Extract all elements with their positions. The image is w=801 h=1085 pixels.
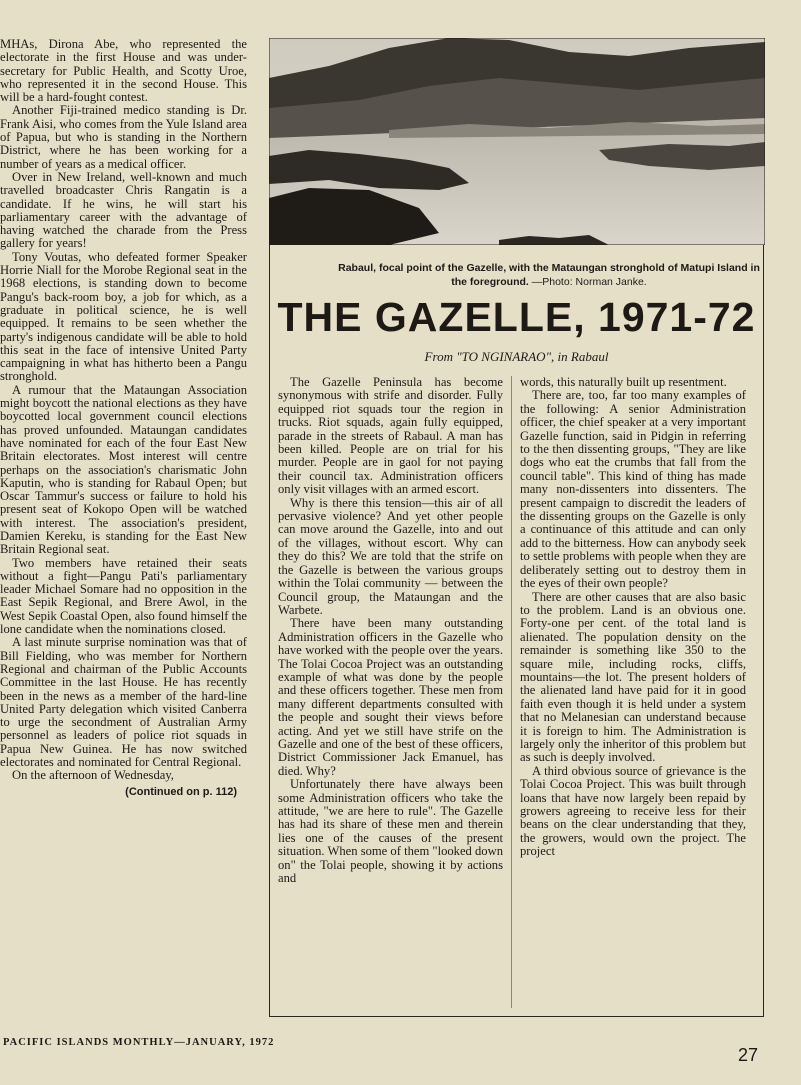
article-column-left [278,376,503,885]
left-paragraph: A rumour that the Mataungan Association might boycott the national elections as they have boycotted local government council elections has proved unfounded. Mataungan candidates have nominated for each of the four East New Britain electorates. Most interest will centre perhaps on the association's charismatic John Kaputin, who is standing for Rabaul Open; but Oscar Tammur's success or failure to hold his present seat of Kokopo Open will be watched with interest. The association's president, Damien Kereku, is standing for the East New Britain Regional seat. [0,382,247,557]
continued-notice: (Continued on p. 112) [125,785,237,798]
article-paragraph: There are other causes that are also basic to the problem. Land is an obvious one. Forty-one per cent. of the total land is alienated. The population density on the remainder is something like 350 to the square mile, including rocks, cliffs, mountains—the lot. The present holders of the alienated land have paid for it in good faith even though it is held under a system that no Melanesian can understand because it is foreign to him. The Administration is largely only the inheritor of this problem but as such is deeply involved. [520,589,746,765]
page-number: 27 [738,1045,759,1065]
article-paragraph: There have been many outstanding Administration officers in the Gazelle who have worked with the people over the years. The Tolai Cocoa Project was an outstanding example of what was done by the people and these officers together. These men from many different departments consulted with the people and sought their views before acting. And yet we still have strife on the Gazelle and one of the best of these officers, District Commissioner Jack Emanuel, has died. Why? [278,616,503,778]
left-paragraph: On the afternoon of Wednesday, [12,768,174,783]
article-paragraph: The Gazelle Peninsula has become synonymous with strife and disorder. Fully equipped riot squads tour the region in trucks. Riot squads, again fully equipped, parade in the streets of Rabaul. A man has been killed. People are on trial for his murder. People are in gaol for not paying their council tax. Administration officers only visit villages with an armed escort. [278,375,503,497]
left-paragraph: Another Fiji-trained medico standing is Dr. Frank Aisi, who comes from the Yule Island area of Papua, but who is standing in the Northern District, where he has been working for a number of years as a medical officer. [0,103,247,171]
left-paragraph: MHAs, Dirona Abe, who represented the electorate in the first House and was under-secretary for Public Health, and Scotty Uroe, who represented it in the second House. This will be a hard-fought contest. [0,37,247,105]
caption-text: Rabaul, focal point of the Gazelle, with the Mataungan stronghold of Matupi Island in the foreground. [338,262,760,288]
article-paragraph: words, this naturally built up resentment. [520,375,727,389]
article-title: THE GAZELLE, 1971-72 [277,294,756,340]
article-byline: From "TO NGINARAO", in Rabaul [424,349,609,364]
article-paragraph: A third obvious source of grievance is the Tolai Cocoa Project. This was built through loans that have now largely been repaid by growers agreeing to receive less for their beans on the clear understanding that they, the growers, would own the project. The project [520,763,746,859]
article-column-right [520,376,746,859]
photo-caption [336,261,762,289]
left-paragraph: A last minute surprise nomination was that of Bill Fielding, who was member for Northern Regional and chairman of the Public Accounts Committee in the last House. He has recently been in the news as a member of the hard-line United Party delegation which visited Canberra to urge the secondment of Australian Army personnel as leaders of police riot squads in Papua New Guinea. He has now switched electorates and nominated for Central Regional. [0,635,247,770]
left-paragraph: Tony Voutas, who defeated former Speaker Horrie Niall for the Morobe Regional seat in the 1968 elections, is standing down to become Pangu's back-room boy, a job for which, as a graduate in political science, he is well equipped. It remains to be seen whether the party's indigenous candidate will be able to hold this seat in the face of intensive United Party campaigning in what has hitherto been a Pangu stronghold. [0,249,247,384]
publication-footer: PACIFIC ISLANDS MONTHLY—JANUARY, 1972 [3,1037,275,1048]
left-paragraph: Two members have retained their seats without a fight—Pangu Pati's parliamentary leader Michael Somare had no opposition in the East Sepik Regional, and Brere Awol, in the West Sepik Coastal Open, also found himself the lone candidate when the nominations closed. [0,555,247,637]
left-column-article [0,38,247,799]
rabaul-photo [269,38,765,245]
article-paragraph: There are, too, far too many examples of the following: A senior Administration officer, the chief speaker at a very important Gazelle function, said in Pidgin in referring to the then dissenting groups, "They are like dogs who eat the crumbs that fall from the council table". This kind of thing has made many non-dissenters into dissenters. The present campaign to discredit the leaders of the dissenting groups on the Gazelle is only a continuance of this attitude and can only add to the bitterness. How can anybody seek to settle problems with people when they are deliberately setting out to destroy them in the eyes of their own people? [520,388,746,591]
photo-credit: —Photo: Norman Janke. [531,276,647,288]
article-paragraph: Why is there this tension—this air of all pervasive violence? And yet other people can move around the Gazelle, into and out of the villages, without escort. Why can they do this? We are told that the strife on the Gazelle is between the various groups within the Tolai community — between the Council group, the Mataungan and the Warbete. [278,495,503,617]
article-paragraph: Unfortunately there have always been some Administration officers who take the attitude, "we are here to rule". The Gazelle has had its share of these men and therein lies one of the causes of the present situation. When some of them "looked down on" the Tolai people, showing it by actions and [278,777,503,886]
column-divider [511,376,512,1008]
left-paragraph: Over in New Ireland, well-known and much travelled broadcaster Chris Rangatin is a candidate. If he wins, he will start his parliamentary career with the advantage of having watched the charade from the Press gallery for years! [0,169,247,251]
